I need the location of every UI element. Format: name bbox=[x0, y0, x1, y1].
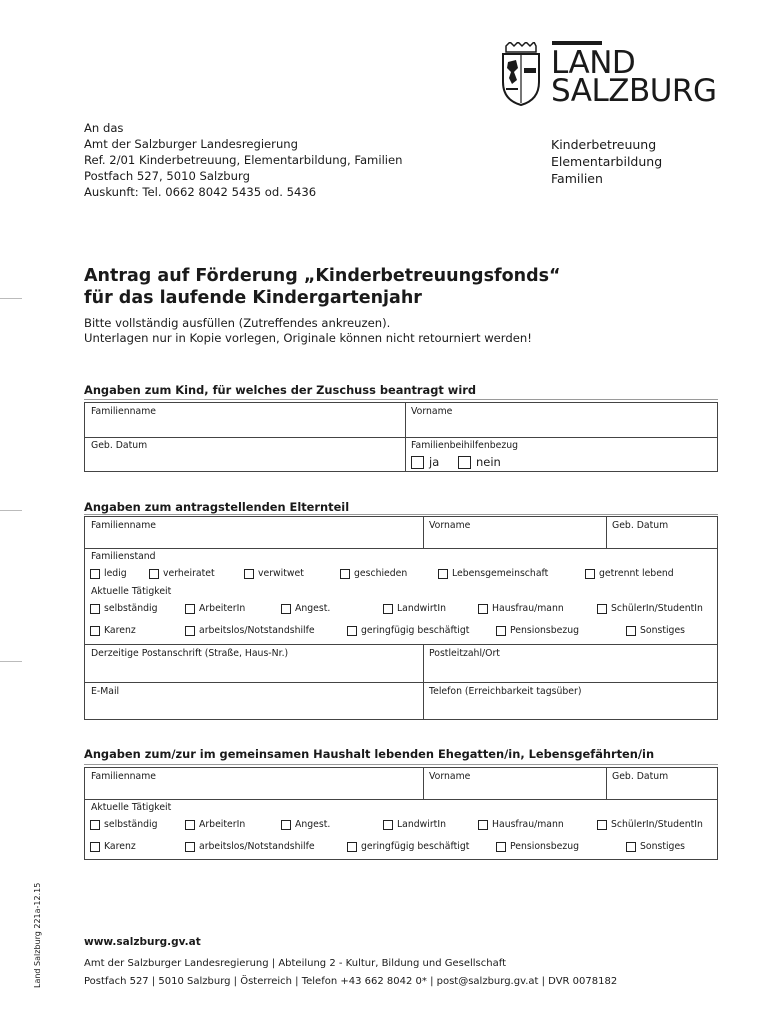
checkbox-icon bbox=[185, 842, 195, 852]
familienstand-verheiratet-checkbox[interactable]: verheiratet bbox=[149, 568, 215, 579]
partner-taetigkeit-label: Aktuelle Tätigkeit bbox=[91, 802, 172, 813]
taetigkeit-arbeitslos-checkbox[interactable]: arbeitslos/Notstandshilfe bbox=[185, 625, 315, 636]
parent-vorname-field[interactable]: Vorname bbox=[429, 520, 471, 531]
partner-form bbox=[84, 767, 718, 860]
checkbox-icon bbox=[478, 820, 488, 830]
fold-mark bbox=[0, 298, 22, 299]
checkbox-icon bbox=[90, 626, 100, 636]
fold-mark bbox=[0, 661, 22, 662]
partner-arbeitslos-checkbox[interactable]: arbeitslos/Notstandshilfe bbox=[185, 841, 315, 852]
checkbox-icon bbox=[597, 820, 607, 830]
taetigkeit-landwirtin-checkbox[interactable]: LandwirtIn bbox=[383, 603, 446, 614]
familienbeihilfe-label: Familienbeihilfenbezug bbox=[411, 440, 519, 451]
taetigkeit-selbstaendig-checkbox[interactable]: selbständig bbox=[90, 603, 158, 614]
checkbox-icon bbox=[496, 842, 506, 852]
familienstand-getrennt-checkbox[interactable]: getrennt lebend bbox=[585, 568, 674, 579]
familienstand-lebensgemeinschaft-checkbox[interactable]: Lebensgemeinschaft bbox=[438, 568, 548, 579]
checkbox-icon bbox=[340, 569, 350, 579]
taetigkeit-label: Aktuelle Tätigkeit bbox=[91, 586, 172, 597]
familienstand-ledig-checkbox[interactable]: ledig bbox=[90, 568, 127, 579]
checkbox-icon bbox=[185, 820, 195, 830]
checkbox-icon bbox=[383, 604, 393, 614]
checkbox-icon bbox=[90, 569, 100, 579]
taetigkeit-geringfuegig-checkbox[interactable]: geringfügig beschäftigt bbox=[347, 625, 469, 636]
partner-arbeiterin-checkbox[interactable]: ArbeiterIn bbox=[185, 819, 245, 830]
checkbox-icon bbox=[496, 626, 506, 636]
divider bbox=[84, 399, 718, 400]
fold-mark bbox=[0, 510, 22, 511]
parent-geb-datum-field[interactable]: Geb. Datum bbox=[612, 520, 669, 531]
partner-vorname-field[interactable]: Vorname bbox=[429, 771, 471, 782]
child-form bbox=[84, 402, 718, 472]
telefon-field[interactable]: Telefon (Erreichbarkeit tagsüber) bbox=[429, 686, 582, 697]
divider bbox=[84, 514, 718, 515]
partner-geringfuegig-checkbox[interactable]: geringfügig beschäftigt bbox=[347, 841, 469, 852]
familienstand-label: Familienstand bbox=[91, 551, 156, 562]
email-field[interactable]: E-Mail bbox=[91, 686, 120, 697]
taetigkeit-arbeiterin-checkbox[interactable]: ArbeiterIn bbox=[185, 603, 245, 614]
taetigkeit-angest-checkbox[interactable]: Angest. bbox=[281, 603, 330, 614]
child-geb-datum-field[interactable]: Geb. Datum bbox=[91, 440, 148, 451]
checkbox-icon bbox=[347, 842, 357, 852]
parent-form bbox=[84, 516, 718, 720]
footer-authority: Amt der Salzburger Landesregierung | Abteilung 2 - Kultur, Bildung und Gesellschaft bbox=[84, 958, 506, 969]
checkbox-icon bbox=[458, 456, 471, 469]
footer-contact: Postfach 527 | 5010 Salzburg | Österreich | Telefon +43 662 8042 0* | post@salzburg.gv.at | DVR 0078182 bbox=[84, 976, 618, 987]
form-title: Antrag auf Förderung „Kinderbetreuungsfonds“ für das laufende Kindergartenjahr bbox=[84, 266, 561, 308]
checkbox-icon bbox=[478, 604, 488, 614]
plz-ort-field[interactable]: Postleitzahl/Ort bbox=[429, 648, 500, 659]
taetigkeit-sonstiges-checkbox[interactable]: Sonstiges bbox=[626, 625, 685, 636]
taetigkeit-karenz-checkbox[interactable]: Karenz bbox=[90, 625, 136, 636]
checkbox-icon bbox=[185, 604, 195, 614]
divider bbox=[84, 764, 718, 765]
form-code: Land Salzburg 221a-12.15 bbox=[33, 882, 42, 988]
familienbeihilfe-ja-checkbox[interactable]: ja bbox=[411, 455, 439, 469]
familienstand-geschieden-checkbox[interactable]: geschieden bbox=[340, 568, 407, 579]
partner-familienname-field[interactable]: Familienname bbox=[91, 771, 156, 782]
checkbox-icon bbox=[411, 456, 424, 469]
checkbox-icon bbox=[626, 626, 636, 636]
partner-sonstiges-checkbox[interactable]: Sonstiges bbox=[626, 841, 685, 852]
taetigkeit-hausfrau-checkbox[interactable]: Hausfrau/mann bbox=[478, 603, 564, 614]
logo-land: LAND bbox=[551, 45, 636, 81]
checkbox-icon bbox=[149, 569, 159, 579]
checkbox-icon bbox=[383, 820, 393, 830]
section-parent-heading: Angaben zum antragstellenden Elternteil bbox=[84, 500, 350, 514]
checkbox-icon bbox=[90, 842, 100, 852]
checkbox-icon bbox=[90, 820, 100, 830]
checkbox-icon bbox=[585, 569, 595, 579]
taetigkeit-schuelerin-checkbox[interactable]: SchülerIn/StudentIn bbox=[597, 603, 703, 614]
footer-website-link[interactable]: www.salzburg.gv.at bbox=[84, 936, 201, 948]
logo-salzburg: SALZBURG bbox=[551, 73, 717, 109]
checkbox-icon bbox=[281, 820, 291, 830]
checkbox-icon bbox=[90, 604, 100, 614]
partner-pension-checkbox[interactable]: Pensionsbezug bbox=[496, 841, 579, 852]
coat-of-arms-icon bbox=[500, 42, 542, 106]
child-familienname-field[interactable]: Familienname bbox=[91, 406, 156, 417]
partner-schuelerin-checkbox[interactable]: SchülerIn/StudentIn bbox=[597, 819, 703, 830]
partner-landwirtin-checkbox[interactable]: LandwirtIn bbox=[383, 819, 446, 830]
checkbox-icon bbox=[438, 569, 448, 579]
section-partner-heading: Angaben zum/zur im gemeinsamen Haushalt lebenden Ehegatten/in, Lebensgefährten/in bbox=[84, 747, 655, 761]
familienstand-verwitwet-checkbox[interactable]: verwitwet bbox=[244, 568, 304, 579]
partner-geb-datum-field[interactable]: Geb. Datum bbox=[612, 771, 669, 782]
department-names: Kinderbetreuung Elementarbildung Familien bbox=[551, 137, 663, 186]
partner-selbstaendig-checkbox[interactable]: selbständig bbox=[90, 819, 158, 830]
partner-hausfrau-checkbox[interactable]: Hausfrau/mann bbox=[478, 819, 564, 830]
parent-familienname-field[interactable]: Familienname bbox=[91, 520, 156, 531]
familienbeihilfe-nein-checkbox[interactable]: nein bbox=[458, 455, 501, 469]
form-instructions: Bitte vollständig ausfüllen (Zutreffendes ankreuzen). Unterlagen nur in Kopie vorlegen, Originale können nicht retourniert werden! bbox=[84, 316, 532, 345]
checkbox-icon bbox=[281, 604, 291, 614]
child-vorname-field[interactable]: Vorname bbox=[411, 406, 453, 417]
partner-karenz-checkbox[interactable]: Karenz bbox=[90, 841, 136, 852]
checkbox-icon bbox=[185, 626, 195, 636]
checkbox-icon bbox=[626, 842, 636, 852]
checkbox-icon bbox=[597, 604, 607, 614]
partner-angest-checkbox[interactable]: Angest. bbox=[281, 819, 330, 830]
recipient-address: An das Amt der Salzburger Landesregierung Ref. 2/01 Kinderbetreuung, Elementarbildung, Familien Postfach 527, 5010 Salzburg Auskunft: Tel. 0662 8042 5435 od. 5436 bbox=[84, 121, 403, 199]
taetigkeit-pension-checkbox[interactable]: Pensionsbezug bbox=[496, 625, 579, 636]
section-child-heading: Angaben zum Kind, für welches der Zuschuss beantragt wird bbox=[84, 383, 477, 397]
postanschrift-field[interactable]: Derzeitige Postanschrift (Straße, Haus-Nr.) bbox=[91, 648, 289, 659]
checkbox-icon bbox=[347, 626, 357, 636]
checkbox-icon bbox=[244, 569, 254, 579]
